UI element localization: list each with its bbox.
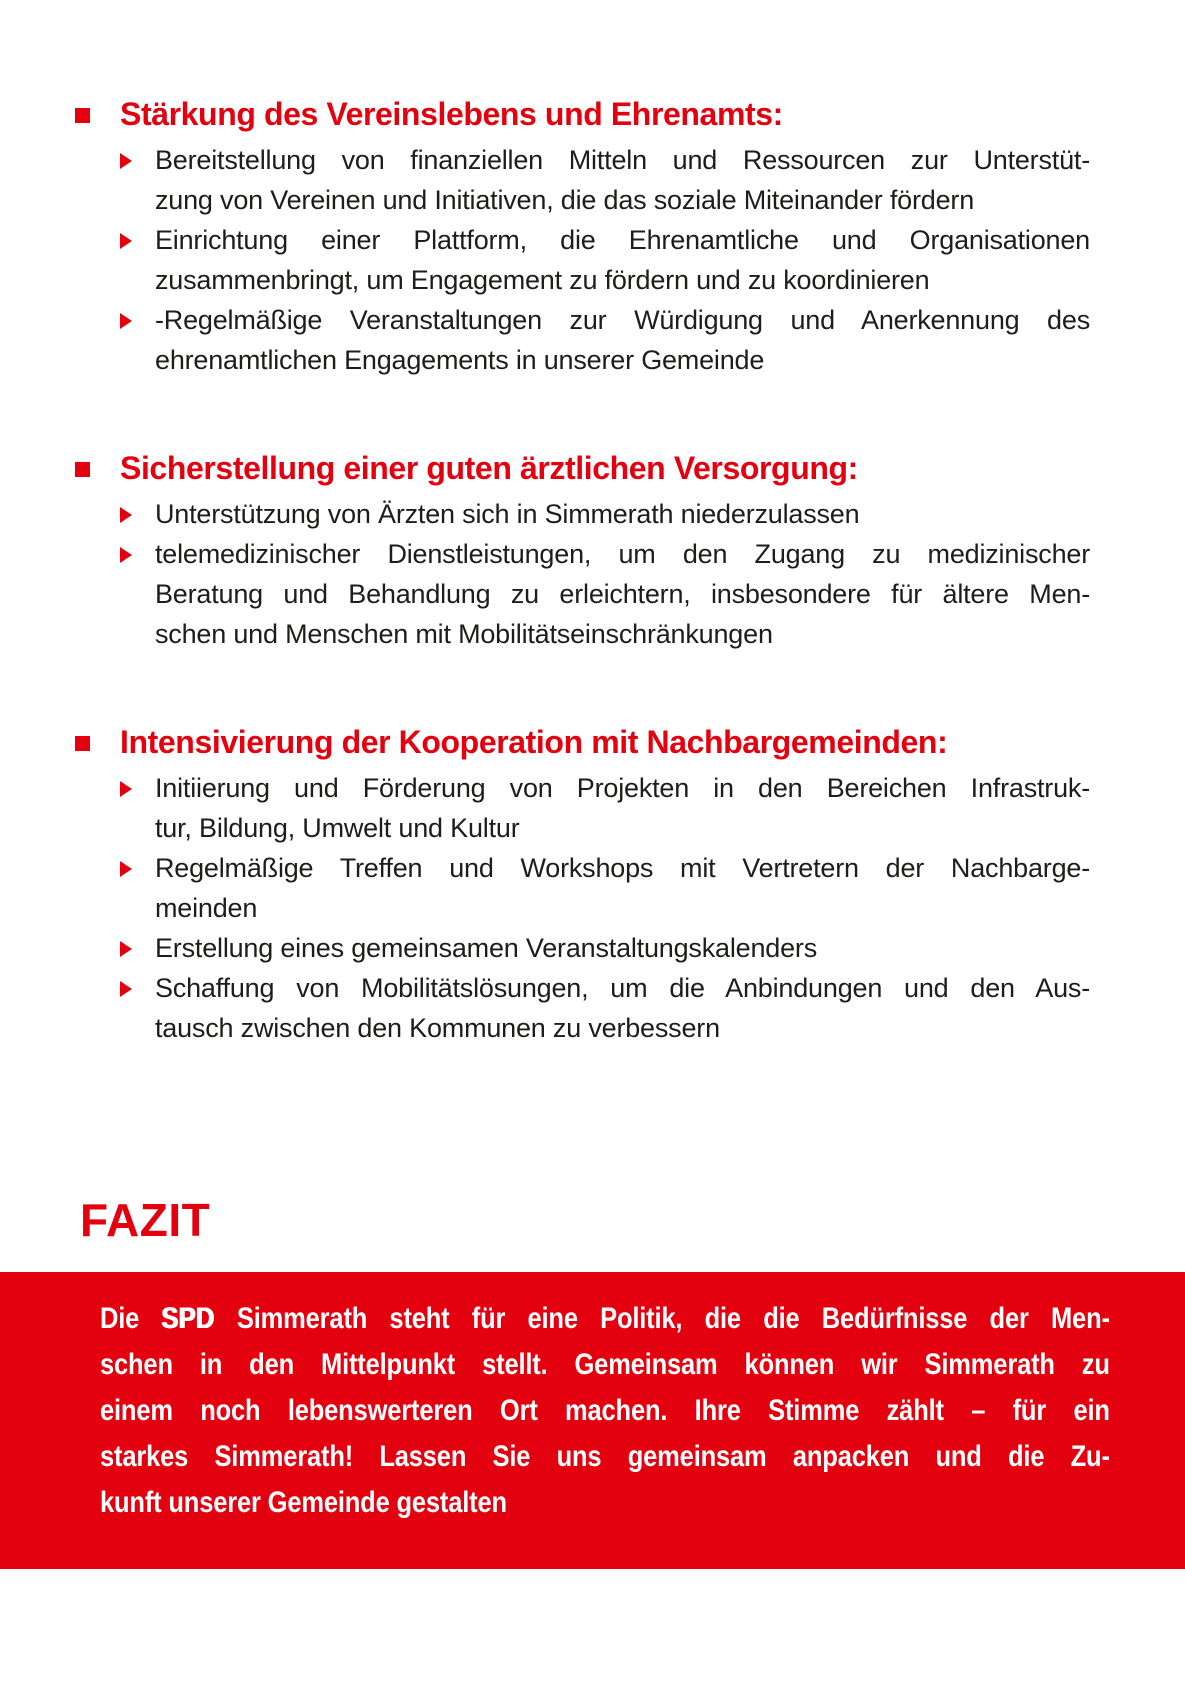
triangle-bullet-icon: [120, 153, 132, 169]
section-heading: Stärkung des Vereinslebens und Ehrenamts:: [120, 96, 783, 132]
square-bullet-icon: [75, 108, 90, 123]
triangle-bullet-icon: [120, 313, 132, 329]
conclusion-text: [100, 1296, 1110, 1526]
bullet-text: [155, 140, 1090, 220]
fazit-title: FAZIT: [80, 1194, 211, 1246]
conclusion-box: [0, 1272, 1185, 1569]
square-bullet-icon: [75, 736, 90, 751]
text-line: starkes Simmerath! Lassen Sie uns gemeinsam anpacken und die Zu-: [100, 1440, 1110, 1473]
section-aerztliche-versorgung: [75, 450, 1090, 654]
triangle-bullet-icon: [120, 861, 132, 877]
bullet-item: [120, 534, 1090, 654]
text-line: Unterstützung von Ärzten sich in Simmerath niederzulassen: [155, 499, 860, 529]
text-line: tausch zwischen den Kommunen zu verbessern: [155, 1013, 720, 1043]
text-line: zung von Vereinen und Initiativen, die das soziale Miteinander fördern: [155, 185, 975, 215]
text-line: kunft unserer Gemeinde gestalten: [100, 1486, 507, 1519]
bullet-item: [120, 300, 1090, 380]
text-line: meinden: [155, 893, 258, 923]
section-vereinsleben: [75, 96, 1090, 380]
text-segment: Die: [100, 1302, 162, 1335]
text-line: einem noch lebenswerteren Ort machen. Ihre Stimme zählt – für ein: [100, 1394, 1110, 1427]
text-segment: Simmerath steht für eine Politik, die die Bedürfnisse der Men-: [214, 1302, 1110, 1335]
section-kooperation: [75, 724, 1090, 1048]
section-heading: Intensivierung der Kooperation mit Nachbargemeinden:: [120, 724, 948, 760]
bullet-item: [120, 968, 1090, 1048]
bullet-item: [120, 768, 1090, 848]
text-line: Bereitstellung von finanziellen Mitteln und Ressourcen zur Unterstüt-: [155, 145, 1090, 175]
bullet-text: [155, 300, 1090, 380]
text-line: Beratung und Behandlung zu erleichtern, insbesondere für ältere Men-: [155, 579, 1090, 609]
text-line: Initiierung und Förderung von Projekten in den Bereichen Infrastruk-: [155, 773, 1090, 803]
section-heading-row: [75, 724, 1090, 760]
text-line: zusammenbringt, um Engagement zu fördern und zu koordinieren: [155, 265, 930, 295]
bullet-text: [155, 494, 1090, 534]
bullet-item: [120, 848, 1090, 928]
text-line: Schaffung von Mobilitätslösungen, um die Anbindungen und den Aus-: [155, 973, 1090, 1003]
section-heading-row: [75, 96, 1090, 132]
triangle-bullet-icon: [120, 233, 132, 249]
text-line: tur, Bildung, Umwelt und Kultur: [155, 813, 520, 843]
spd-brand-text: SPD: [161, 1302, 215, 1335]
bullet-list: [120, 768, 1090, 1048]
bullet-item: [120, 140, 1090, 220]
square-bullet-icon: [75, 462, 90, 477]
text-line: Erstellung eines gemeinsamen Veranstaltungskalenders: [155, 933, 818, 963]
text-line: Einrichtung einer Plattform, die Ehrenamtliche und Organisationen: [155, 225, 1090, 255]
triangle-bullet-icon: [120, 507, 132, 523]
bullet-text: [155, 768, 1090, 848]
section-heading: Sicherstellung einer guten ärztlichen Versorgung:: [120, 450, 858, 486]
triangle-bullet-icon: [120, 941, 132, 957]
bullet-text: [155, 968, 1090, 1048]
text-line: schen und Menschen mit Mobilitätseinschränkungen: [155, 619, 773, 649]
section-heading-row: [75, 450, 1090, 486]
bullet-text: [155, 534, 1090, 654]
text-line: schen in den Mittelpunkt stellt. Gemeinsam können wir Simmerath zu: [100, 1348, 1110, 1381]
bullet-list: [120, 494, 1090, 654]
bullet-item: [120, 494, 1090, 534]
bullet-item: [120, 220, 1090, 300]
triangle-bullet-icon: [120, 781, 132, 797]
text-line: telemedizinischer Dienstleistungen, um den Zugang zu medizinischer: [155, 539, 1090, 569]
text-line: ehrenamtlichen Engagements in unserer Gemeinde: [155, 345, 765, 375]
bullet-text: [155, 928, 1090, 968]
bullet-item: [120, 928, 1090, 968]
bullet-list: [120, 140, 1090, 380]
text-line: [100, 1296, 1110, 1342]
text-line: -Regelmäßige Veranstaltungen zur Würdigung und Anerkennung des: [155, 305, 1090, 335]
triangle-bullet-icon: [120, 547, 132, 563]
bullet-text: [155, 220, 1090, 300]
triangle-bullet-icon: [120, 981, 132, 997]
text-line: Regelmäßige Treffen und Workshops mit Vertretern der Nachbarge-: [155, 853, 1090, 883]
bullet-text: [155, 848, 1090, 928]
